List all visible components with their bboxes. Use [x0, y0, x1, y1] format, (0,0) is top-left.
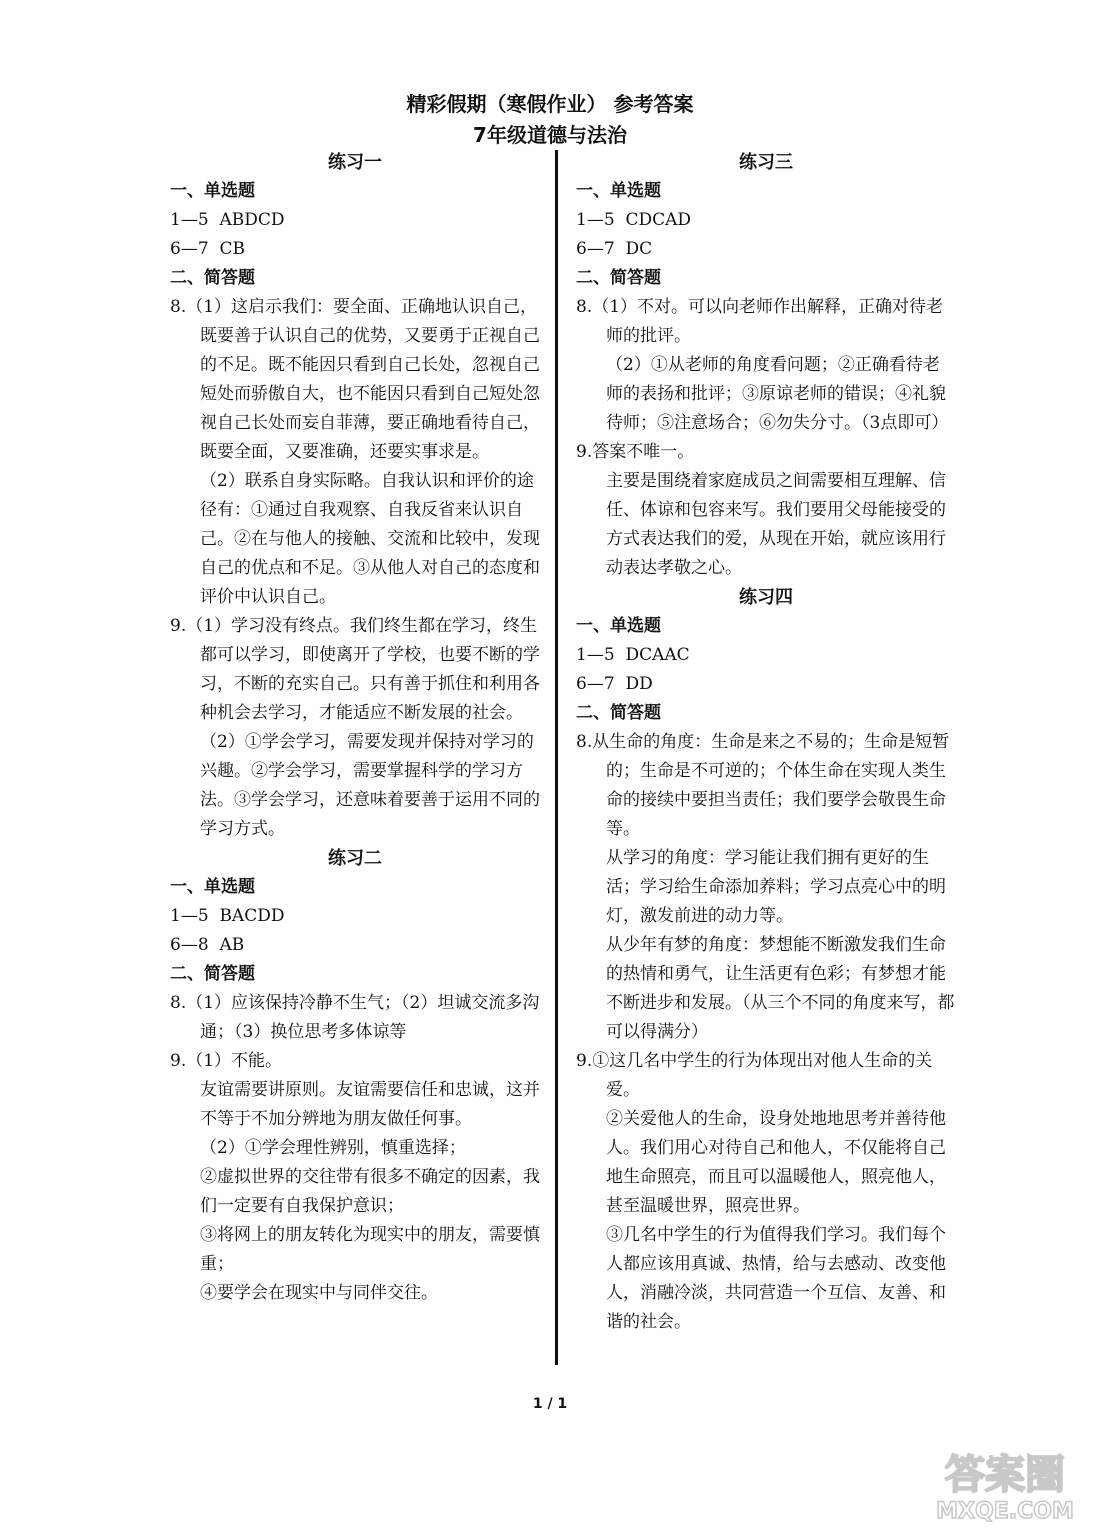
ex3-q8-part1: 8.（1）不对。可以向老师作出解释，正确对待老师的批评。	[576, 297, 944, 346]
ex1-section-short-answer: 二、简答题	[170, 268, 255, 288]
ex3-q8-part2: （2）①从老师的角度看问题；②正确看待老师的表扬和批评；③原谅老师的错误；④礼貌待师；⑤注意场合；⑥勿失分寸。（3点即可）	[606, 355, 949, 433]
ex3-q9-part2: 主要是围绕着家庭成员之间需要相互理解、信任、体谅和包容来写。我们要用父母能接受的方式表达我们的爱，从现在开始，就应该用行动表达孝敬之心。	[606, 471, 946, 578]
ex4-section-single-choice: 一、单选题	[576, 616, 661, 636]
exercise-1-title: 练习一	[328, 152, 382, 173]
ex2-section-short-answer: 二、简答题	[170, 964, 255, 984]
ex3-answers-6-7: 6—7 DC	[576, 239, 653, 259]
exercise-4-title: 练习四	[739, 587, 793, 608]
ex2-q9-part1-explanation: 友谊需要讲原则。友谊需要信任和忠诚，这并不等于不加分辨地为朋友做任何事。	[200, 1080, 540, 1129]
ex4-answers-6-7: 6—7 DD	[576, 674, 653, 694]
ex2-answers-1-5: 1—5 BACDD	[170, 906, 285, 926]
ex1-answers-1-5: 1—5 ABDCD	[170, 210, 285, 230]
ex2-q9-point2: ②虚拟世界的交往带有很多不确定的因素，我们一定要有自我保护意识；	[200, 1167, 540, 1216]
page-title: 精彩假期（寒假作业） 参考答案	[406, 92, 694, 116]
ex1-q8-part1: 8.（1）这启示我们：要全面、正确地认识自己，既要善于认识自己的优势，又要勇于正视自己的不足。既不能因只看到自己长处，忽视自己短处而骄傲自大，也不能因只看到自己短处忽视自己长处而妄自菲薄，要正确地看待自己，既要全面，又要准确，还要实事求是。	[170, 297, 540, 462]
ex4-q8-part1: 8.从生命的角度：生命是来之不易的；生命是短暂的；生命是不可逆的；个体生命在实现人类生命的接续中要担当责任；我们要学会敬畏生命等。	[576, 732, 950, 839]
ex2-q8: 8.（1）应该保持冷静不生气；（2）坦诚交流多沟通；（3）换位思考多体谅等	[170, 993, 540, 1042]
ex2-answers-6-8: 6—8 AB	[170, 935, 245, 955]
ex2-section-single-choice: 一、单选题	[170, 877, 255, 897]
watermark-logo-text: 答案圈	[945, 1452, 1065, 1498]
exercise-2-title: 练习二	[328, 848, 382, 869]
ex3-answers-1-5: 1—5 CDCAD	[576, 210, 691, 230]
ex4-q9-part2: ②关爱他人的生命，设身处地地思考并善待他人。我们用心对待自己和他人，不仅能将自己地生命照亮，而且可以温暖他人，照亮他人，甚至温暖世界，照亮世界。	[606, 1109, 946, 1216]
ex1-q9-part2: （2）①学会学习，需要发现并保持对学习的兴趣。②学会学习，需要掌握科学的学习方法。③学会学习，还意味着要善于运用不同的学习方式。	[200, 732, 540, 839]
ex1-answers-6-7: 6—7 CB	[170, 239, 245, 259]
ex2-q9-part2: （2）①学会理性辨别，慎重选择；	[200, 1138, 466, 1158]
right-column	[576, 148, 956, 1337]
ex3-section-single-choice: 一、单选题	[576, 181, 661, 201]
ex1-section-single-choice: 一、单选题	[170, 181, 255, 201]
ex2-q9-point3: ③将网上的朋友转化为现实中的朋友，需要慎重；	[200, 1225, 540, 1274]
ex4-q9-part3: ③几名中学生的行为值得我们学习。我们每个人都应该用真诚、热情，给与去感动、改变他人，消融冷淡，共同营造一个互信、友善、和谐的社会。	[606, 1225, 946, 1332]
ex4-q9-part1: 9.①这几名中学生的行为体现出对他人生命的关爱。	[576, 1051, 933, 1100]
watermark-logo-icon	[925, 1440, 1085, 1525]
ex4-answers-1-5: 1—5 DCAAC	[576, 645, 690, 665]
watermark-logo-url: MXQE.COM	[936, 1499, 1074, 1524]
ex4-q8-part2: 从学习的角度：学习能让我们拥有更好的生活；学习给生命添加养料；学习点亮心中的明灯，激发前进的动力等。	[606, 848, 946, 926]
ex1-q9-part1: 9.（1）学习没有终点。我们终生都在学习，终生都可以学习，即使离开了学校，也要不断的学习，不断的充实自己。只有善于抓住和利用各种机会去学习，才能适应不断发展的社会。	[170, 616, 540, 723]
ex3-q9-part1: 9.答案不唯一。	[576, 442, 695, 462]
ex4-section-short-answer: 二、简答题	[576, 703, 661, 723]
page-number: 1 / 1	[532, 1396, 568, 1412]
ex2-q9-point4: ④要学会在现实中与同伴交往。	[200, 1283, 438, 1303]
ex3-section-short-answer: 二、简答题	[576, 268, 661, 288]
ex1-q8-part2: （2）联系自身实际略。自我认识和评价的途径有：①通过自我观察、自我反省来认识自己。②在与他人的接触、交流和比较中，发现自己的优点和不足。③从他人对自己的态度和评价中认识自己。	[200, 471, 540, 607]
left-column	[170, 148, 540, 1308]
ex2-q9-part1: 9.（1）不能。	[170, 1051, 283, 1071]
page-subtitle: 7年级道德与法治	[473, 123, 627, 147]
ex4-q8-part3: 从少年有梦的角度：梦想能不断激发我们生命的热情和勇气，让生活更有色彩；有梦想才能不断进步和发展。（从三个不同的角度来写，都可以得满分）	[606, 935, 955, 1042]
exercise-3-title: 练习三	[739, 152, 793, 173]
column-divider	[555, 150, 558, 1365]
watermark-logo	[925, 1440, 1085, 1525]
